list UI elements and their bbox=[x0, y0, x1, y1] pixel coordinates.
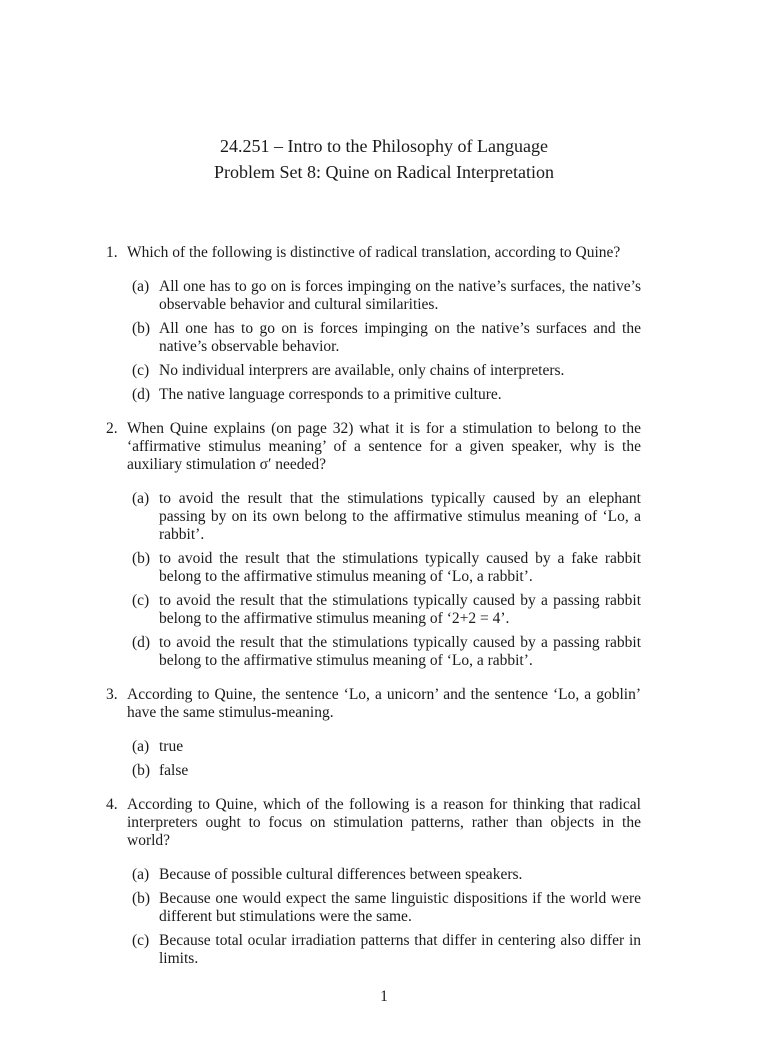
option-1b bbox=[132, 320, 641, 356]
options-2 bbox=[0, 490, 768, 670]
question-text: When Quine explains (on page 32) what it is for a stimulation to belong to the ‘affirmative stimulus meaning’ of a sentence for a given speaker, why is the auxiliary stimulation σ′ needed? bbox=[127, 420, 641, 473]
option-4b bbox=[132, 890, 641, 926]
question-3 bbox=[106, 686, 641, 722]
option-label: (b) bbox=[132, 762, 151, 779]
question-number: 4. bbox=[106, 796, 118, 813]
option-text: The native language corresponds to a primitive culture. bbox=[159, 386, 502, 403]
question-text: According to Quine, which of the following is a reason for thinking that radical interpreters ought to focus on stimulation patterns, rather than objects in the world? bbox=[127, 796, 641, 849]
option-text: to avoid the result that the stimulations typically caused by a passing rabbit belong to the affirmative stimulus meaning of ‘Lo, a rabbit’. bbox=[159, 634, 641, 669]
option-label: (d) bbox=[132, 634, 151, 651]
question-number: 2. bbox=[106, 420, 118, 437]
option-text: to avoid the result that the stimulations typically caused by a passing rabbit belong to the affirmative stimulus meaning of ‘2+2 = 4’. bbox=[159, 592, 641, 627]
title-line-1: 24.251 – Intro to the Philosophy of Language bbox=[220, 136, 548, 156]
question-1 bbox=[106, 244, 641, 262]
option-text: Because one would expect the same linguistic dispositions if the world were different but stimulations were the same. bbox=[159, 890, 641, 925]
question-text: Which of the following is distinctive of radical translation, according to Quine? bbox=[127, 244, 621, 261]
question-4 bbox=[106, 796, 641, 850]
option-2d bbox=[132, 634, 641, 670]
page-number: 1 bbox=[380, 988, 388, 1005]
option-label: (b) bbox=[132, 320, 151, 337]
option-text: All one has to go on is forces impinging on the native’s surfaces, the native’s observable behavior and cultural similarities. bbox=[159, 278, 641, 313]
option-label: (a) bbox=[132, 490, 150, 507]
option-2c bbox=[132, 592, 641, 628]
option-3b bbox=[132, 762, 641, 780]
question-list bbox=[0, 244, 768, 968]
option-label: (c) bbox=[132, 932, 150, 949]
option-text: No individual interprers are available, only chains of interpreters. bbox=[159, 362, 565, 379]
option-text: to avoid the result that the stimulations typically caused by a fake rabbit belong to the affirmative stimulus meaning of ‘Lo, a rabbit’. bbox=[159, 550, 641, 585]
option-label: (b) bbox=[132, 550, 151, 567]
option-label: (a) bbox=[132, 738, 150, 755]
option-text: Because of possible cultural differences between speakers. bbox=[159, 866, 523, 883]
option-label: (d) bbox=[132, 386, 151, 403]
option-text: false bbox=[159, 762, 189, 779]
option-label: (a) bbox=[132, 278, 150, 295]
option-label: (b) bbox=[132, 890, 151, 907]
options-4 bbox=[0, 866, 768, 968]
option-label: (c) bbox=[132, 592, 150, 609]
option-label: (c) bbox=[132, 362, 150, 379]
option-3a bbox=[132, 738, 641, 756]
question-number: 1. bbox=[106, 244, 118, 261]
question-number: 3. bbox=[106, 686, 118, 703]
option-2a bbox=[132, 490, 641, 544]
question-2 bbox=[106, 420, 641, 474]
title-line-2: Problem Set 8: Quine on Radical Interpretation bbox=[214, 162, 554, 182]
option-2b bbox=[132, 550, 641, 586]
option-4a bbox=[132, 866, 641, 884]
options-1 bbox=[0, 278, 768, 404]
option-text: All one has to go on is forces impinging on the native’s surfaces and the native’s observable behavior. bbox=[159, 320, 641, 355]
question-text: According to Quine, the sentence ‘Lo, a unicorn’ and the sentence ‘Lo, a goblin’ have the same stimulus-meaning. bbox=[127, 686, 641, 721]
option-text: Because total ocular irradiation patterns that differ in centering also differ in limits. bbox=[159, 932, 641, 967]
option-4c bbox=[132, 932, 641, 968]
options-3 bbox=[0, 738, 768, 780]
option-text: true bbox=[159, 738, 184, 755]
option-1a bbox=[132, 278, 641, 314]
option-label: (a) bbox=[132, 866, 150, 883]
option-1c bbox=[132, 362, 641, 380]
option-1d bbox=[132, 386, 641, 404]
option-text: to avoid the result that the stimulations typically caused by an elephant passing by on its own belong to the affirmative stimulus meaning of ‘Lo, a rabbit’. bbox=[159, 490, 641, 543]
